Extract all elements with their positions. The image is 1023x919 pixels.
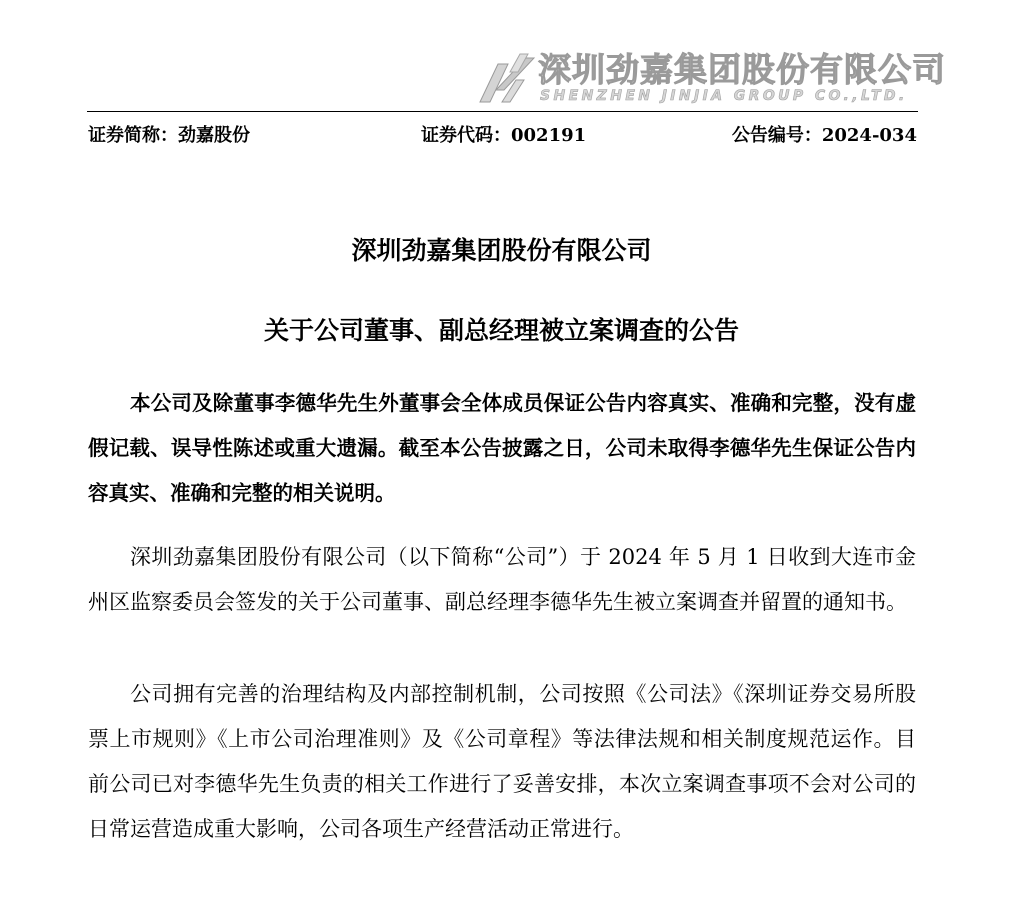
logo-company-name-en: SHENZHEN JINJIA GROUP CO.,LTD. <box>540 88 908 104</box>
stock-short-name: 证券简称：劲嘉股份 <box>88 125 250 146</box>
jinjia-logo-icon <box>476 50 536 106</box>
company-title: 深圳劲嘉集团股份有限公司 <box>351 236 652 265</box>
company-logo <box>476 48 946 110</box>
body-paragraph-2: 公司拥有完善的治理结构及内部控制机制，公司按照《公司法》《深圳证券交易所股票上市规则》《上市公司治理准则》及《公司章程》等法律法规和相关制度规范运作。目前公司已对李德华先生负责的相关工作进行了妥善安排，本次立案调查事项不会对公司的日常运营造成重大影响，公司各项生产经营活动正常进行。 <box>88 682 916 841</box>
announcement-number: 公告编号：2024-034 <box>731 125 917 146</box>
announcement-title: 关于公司董事、副总经理被立案调查的公告 <box>263 316 739 345</box>
stock-code: 证券代码：002191 <box>421 125 587 146</box>
header-divider <box>87 111 918 112</box>
body-paragraph-1: 深圳劲嘉集团股份有限公司（以下简称“公司”）于 2024 年 5 月 1 日收到大连市金州区监察委员会签发的关于公司董事、副总经理李德华先生被立案调查并留置的通知书。 <box>88 545 916 614</box>
board-statement: 本公司及除董事李德华先生外董事会全体成员保证公告内容真实、准确和完整，没有虚假记载、误导性陈述或重大遗漏。截至本公告披露之日，公司未取得李德华先生保证公告内容真实、准确和完整的相关说明。 <box>88 391 916 505</box>
logo-company-name: 深圳劲嘉集团股份有限公司 <box>538 50 946 89</box>
